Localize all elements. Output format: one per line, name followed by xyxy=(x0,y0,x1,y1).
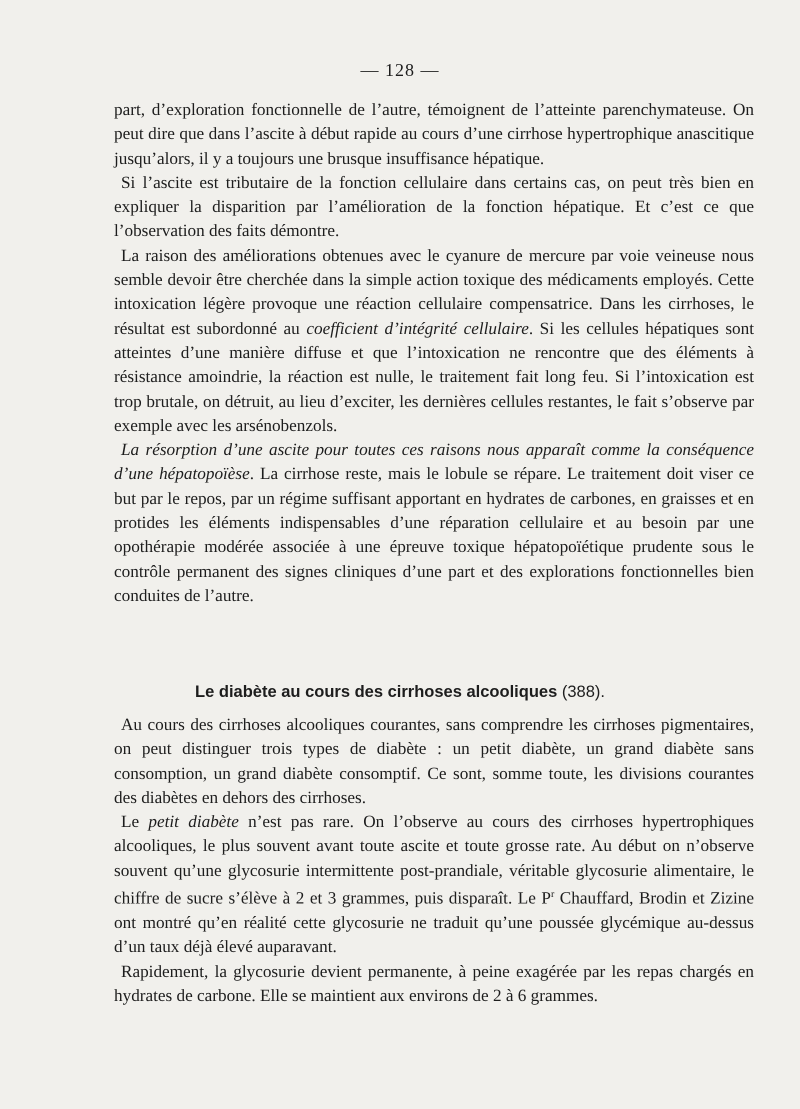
paragraph-6-text-c: Chauffard, Brodin et Zizine ont montré qu’en réalité cette glycosurie ne traduit qu’une poussée glycémique au-dessus d’un taux déjà élevé auparavant. xyxy=(114,888,754,957)
paragraph-6-superscript: r xyxy=(550,889,555,901)
page-number: — 128 — xyxy=(360,60,440,80)
paragraph-7: Rapidement, la glycosurie devient permanente, à peine exagérée par les repas chargés en hydrates de carbone. Elle se maintient aux environs de 2 à 6 grammes. xyxy=(114,961,754,1005)
section-heading-reference: (388). xyxy=(557,683,605,701)
paragraph-4 xyxy=(114,438,754,608)
paragraph-5: Au cours des cirrhoses alcooliques courantes, sans comprendre les cirrhoses pigmentaires, on peut distinguer trois types de diabète : un petit diabète, un grand diabète sans consomption, un grand diabète consomptif. Ce sont, somme toute, les divisions courantes des diabètes en dehors des cirrhoses. xyxy=(114,715,754,807)
paragraph-2: Si l’ascite est tributaire de la fonction cellulaire dans certains cas, on peut très bien en expliquer la disparition par l’amélioration de la fonction hépatique. Et c’est ce que l’observation des faits démontre. xyxy=(114,172,754,241)
paragraph-4-text: . La cirrhose reste, mais le lobule se répare. Le traitement doit viser ce but par le repos, par un régime suffisant apportant en hydrates de carbones, en graisses et en protides les éléments indispensables d’une réparation cellulaire et au besoin par une opothérapie modérée associée à une épreuve toxique hépatopoïétique prudente sous le contrôle permanent des signes cliniques d’une part et des explorations fonctionnelles bien conduites de l’autre. xyxy=(114,464,754,605)
section-heading-title: Le diabète au cours des cirrhoses alcooliques xyxy=(195,683,558,701)
paragraph-3 xyxy=(114,244,754,438)
paragraph-4-emphasis: La résorption d’une ascite pour toutes ces raisons nous apparaît comme la conséquence d’une hépatopoïèse xyxy=(114,440,754,484)
text-block-bottom xyxy=(114,713,754,1008)
text-block-top xyxy=(114,98,754,608)
paragraph-3-emphasis: coefficient d’intégrité cellulaire xyxy=(306,318,529,338)
paragraph-1: part, d’exploration fonctionnelle de l’autre, témoignent de l’atteinte parenchymateuse. On peut dire que dans l’ascite à début rapide au cours d’une cirrhose hypertrophique anascitique jusqu’alors, il y a toujours une brusque insuffisance hépatique. xyxy=(114,100,754,168)
paragraph-6-text-b: n’est pas rare. On l’observe au cours des cirrhoses hypertrophiques alcooliques, le plus souvent avant toute ascite et toute grosse rate. Au début on n’observe souvent qu’une glycosurie intermittente post-prandiale, véritable glycosurie alimentaire, le chiffre de sucre s’élève à 2 et 3 grammes, puis disparaît. Le P xyxy=(114,812,754,908)
paragraph-6-text-a: Le xyxy=(121,812,149,832)
paragraph-6-emphasis: petit diabète xyxy=(148,812,239,832)
section-heading xyxy=(0,683,800,702)
paragraph-3-text-a: La raison des améliorations obtenues avec le cyanure de mercure par voie veineuse nous semble devoir être cherchée dans la simple action toxique des médicaments employés. Cette intoxication légère provoque une réaction cellulaire compensatrice. Dans les cirrhoses, le résultat est subordonné au xyxy=(114,245,754,338)
paragraph-6 xyxy=(114,810,754,960)
paragraph-3-text-b: . Si les cellules hépatiques sont atteintes d’une manière diffuse et que l’intoxication ne rencontre que des éléments à résistance amoindrie, la réaction est nulle, le traitement fait long feu. Si l’intoxication est trop brutale, on détruit, au lieu d’exciter, les dernières cellules restantes, le fait s’observe par exemple avec les arsénobenzols. xyxy=(114,318,754,435)
